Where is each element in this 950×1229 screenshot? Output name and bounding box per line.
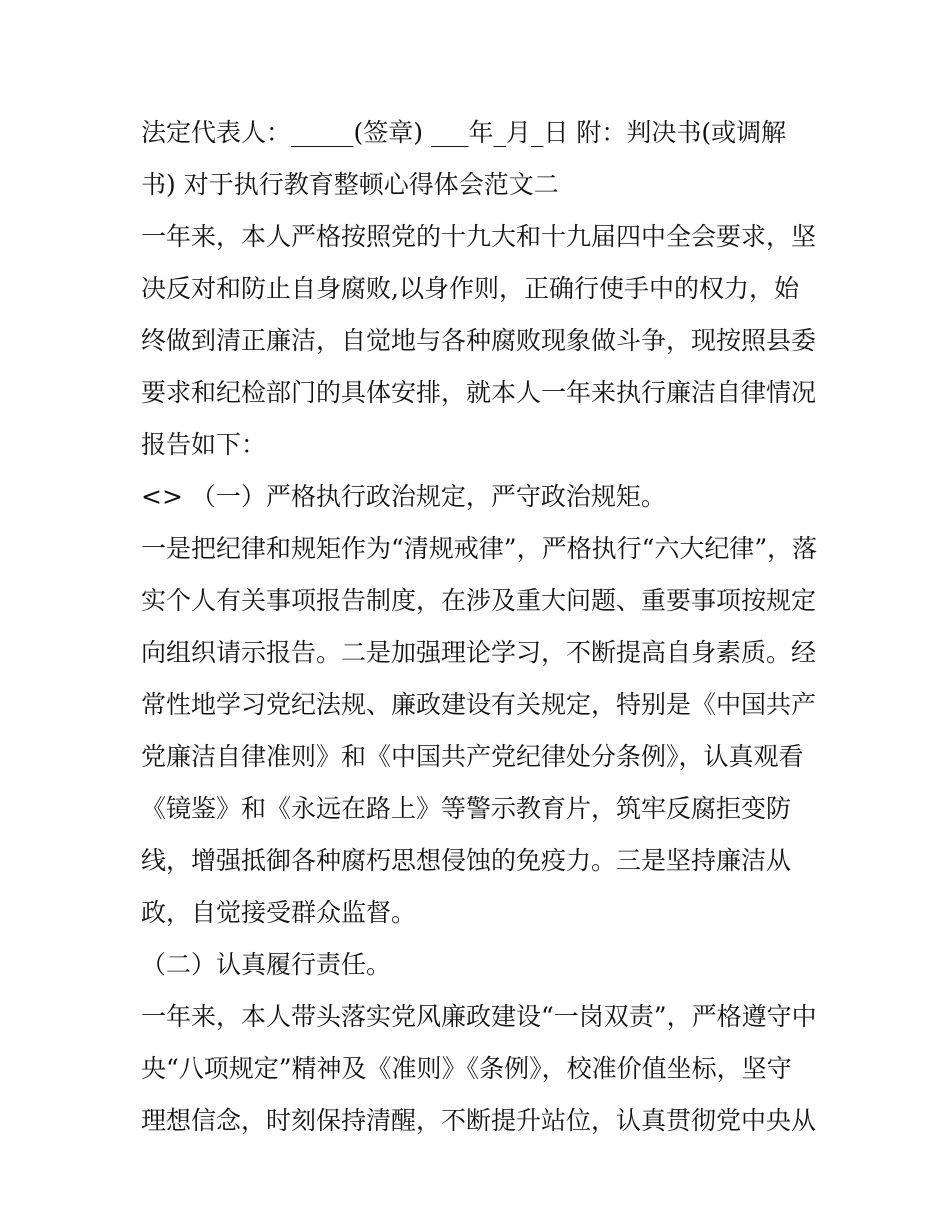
text-line: 政，自觉接受群众监督。	[141, 898, 417, 927]
text-line: 终做到清正廉洁，自觉地与各种腐败现象做斗争，现按照县委	[141, 326, 817, 355]
text-line: 要求和纪检部门的具体安排，就本人一年来执行廉洁自律情况	[141, 378, 817, 407]
document-body	[141, 107, 821, 1147]
text-line: 报告如下：	[141, 430, 267, 459]
text-line: 书) 对于执行教育整顿心得体会范文二	[141, 170, 559, 199]
text-line: 决反对和防止自身腐败,以身作则，正确行使手中的权力，始	[141, 274, 799, 303]
section-heading: （二）认真履行责任。	[141, 950, 392, 979]
text-line: 党廉洁自律准则》和《中国共产党纪律处分条例》，认真观看	[141, 742, 804, 771]
text-line: 《镜鉴》和《永远在路上》等警示教育片，筑牢反腐拒变防	[141, 794, 792, 823]
text-line: 一是把纪律和规矩作为“清规戒律”，严格执行“六大纪律”，落	[141, 534, 818, 563]
text-line: 理想信念，时刻保持清醒，不断提升站位，认真贯彻党中央从	[141, 1106, 817, 1135]
text-line: 常性地学习党纪法规、廉政建设有关规定，特别是《中国共产	[141, 690, 817, 719]
text-line: 实个人有关事项报告制度，在涉及重大问题、重要事项按规定	[141, 586, 817, 615]
text-line: 一年来，本人严格按照党的十九大和十九届四中全会要求，坚	[141, 222, 817, 251]
section-heading: <> （一）严格执行政治规定，严守政治规矩。	[141, 482, 666, 511]
text-line: 一年来，本人带头落实党风廉政建设“一岗双责”，严格遵守中	[141, 1002, 817, 1031]
text-line: 央“八项规定”精神及《准则》《条例》，校准价值坐标，坚守	[141, 1054, 792, 1083]
text-line: 向组织请示报告。二是加强理论学习，不断提高自身素质。经	[141, 638, 817, 667]
text-line: 法定代表人：_____(签章) ___年_月_日 附：判决书(或调解	[141, 118, 787, 147]
text-line: 线，增强抵御各种腐朽思想侵蚀的免疫力。三是坚持廉洁从	[141, 846, 792, 875]
